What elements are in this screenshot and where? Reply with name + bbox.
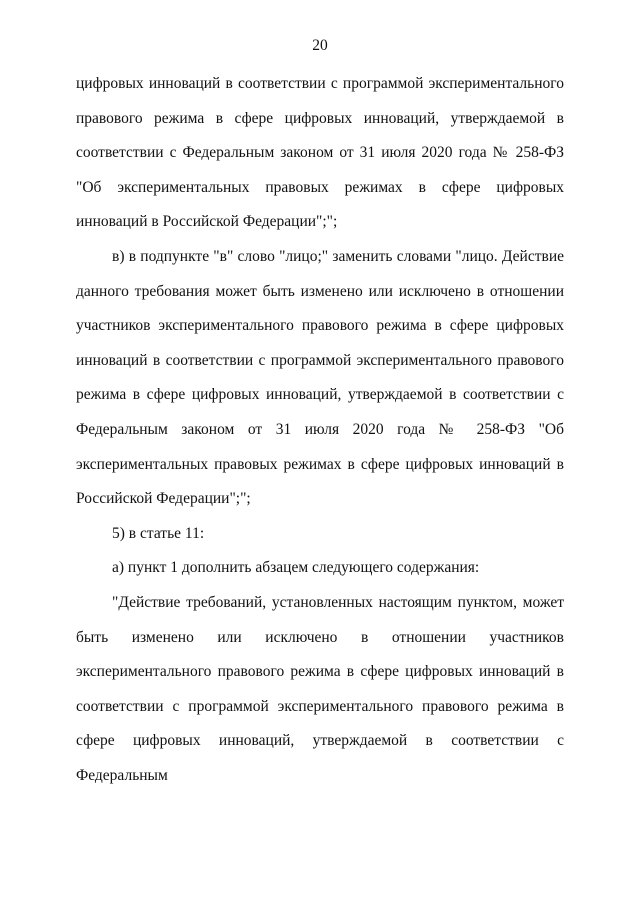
paragraph-subitem-v: в) в подпункте "в" слово "лицо;" заменить словами "лицо. Действие данного требования может быть изменено или исключено в отношении участников экспериментального правового режима в сфере цифровых инноваций в соответствии с программой экспериментального правового режима в сфере цифровых инноваций, утверждаемой в соответствии с Федеральным законом от 31 июля 2020 года № 258-ФЗ "Об экспериментальных правовых режимах в сфере цифровых инноваций в Российской Федерации";";	[76, 247, 564, 508]
paragraph-continuation: цифровых инноваций в соответствии с программой экспериментального правового режима в сфере цифровых инноваций, утверждаемой в соответствии с Федеральным законом от 31 июля 2020 года № 258-ФЗ "Об экспериментальных правовых режимах в сфере цифровых инноваций в Российской Федерации";";	[76, 75, 564, 231]
document-body	[76, 67, 564, 793]
paragraph-item-5: 5) в статье 11:	[112, 524, 205, 542]
paragraph-subitem-a: а) пункт 1 дополнить абзацем следующего содержания:	[112, 559, 480, 577]
paragraph-quoted-text: "Действие требований, установленных настоящим пунктом, может быть изменено или исключено в отношении участников экспериментального правового режима в сфере цифровых инноваций в соответствии с программой экспериментального правового режима в сфере цифровых инноваций, утверждаемой в соответствии с Федеральным	[76, 593, 564, 784]
page-number: 20	[312, 37, 328, 54]
